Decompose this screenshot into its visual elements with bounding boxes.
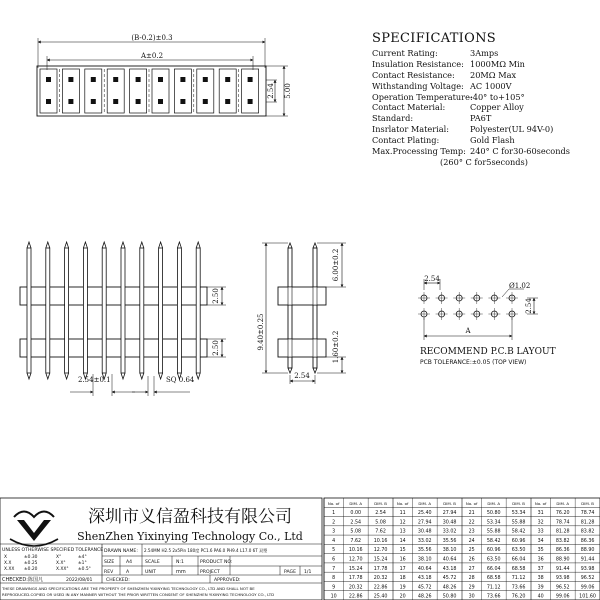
table-cell: 0.00 bbox=[350, 511, 362, 517]
table-cell: 14 bbox=[399, 538, 406, 544]
pin-square bbox=[158, 77, 163, 82]
row-pitch-label: 2.54 bbox=[267, 83, 275, 99]
table-cell: 18 bbox=[399, 576, 406, 582]
table-cell: 81.28 bbox=[580, 520, 595, 526]
table-cell: 81.28 bbox=[555, 529, 570, 535]
front-pin bbox=[159, 248, 163, 373]
page-label: PAGE bbox=[284, 570, 296, 575]
company-logo bbox=[10, 512, 58, 547]
table-cell: 20 bbox=[399, 594, 406, 600]
table-cell: 88.90 bbox=[555, 557, 570, 563]
table-cell: 24 bbox=[468, 538, 475, 544]
spec-key: Operation Temperature: bbox=[372, 91, 473, 102]
table-cell: 10.16 bbox=[348, 548, 363, 554]
spec-row bbox=[372, 92, 594, 103]
product-no-label: PRODUCT NO: bbox=[200, 560, 233, 565]
pin-tip bbox=[83, 242, 87, 248]
pcb-row-pitch-label: 2.54 bbox=[525, 298, 533, 314]
table-cell: 9 bbox=[332, 585, 336, 591]
spec-value: 1000MΩ Min bbox=[470, 58, 525, 69]
tolerance-title: UNLESS OTHERWISE SPECIFIED TOLERANCE bbox=[2, 548, 104, 553]
pin-cell bbox=[107, 69, 124, 113]
spec-value: AC 1000V bbox=[470, 80, 512, 91]
pin-square bbox=[46, 77, 51, 82]
table-cell: 5.08 bbox=[375, 520, 386, 526]
disclaimer-line1: THESE DRAWINGS AND SPECIFICATIONS ARE THE PROPERTY OF SHENZHEN YIXINYING TECHNOLOGY CO., LTD AND SHALL NOT BE bbox=[2, 586, 255, 591]
front-pin bbox=[121, 248, 125, 373]
housing-outline bbox=[37, 66, 266, 116]
pin-tip bbox=[65, 373, 69, 379]
table-cell: 27.94 bbox=[417, 520, 432, 526]
pin-tip bbox=[65, 242, 69, 248]
spec-key: Insrlator Material: bbox=[372, 124, 450, 135]
pcb-tolerance-note: PCB TOLERANCE:±0.05 (TOP VIEW) bbox=[420, 359, 527, 366]
table-cell: 20.32 bbox=[348, 585, 363, 591]
hole-diameter-label: Ø1.02 bbox=[509, 282, 531, 290]
table-cell: 7.62 bbox=[350, 538, 362, 544]
approved-label: APPROVED: bbox=[214, 578, 241, 583]
checked-name: 陈国凡 bbox=[28, 577, 44, 583]
table-header-cell: DIM. B bbox=[581, 500, 594, 506]
sq-label: SQ 0.64 bbox=[166, 376, 195, 384]
spec-extra: (260° C for5seconds) bbox=[440, 156, 528, 167]
company-name-cn: 深圳市义信盈科技有限公司 bbox=[88, 507, 292, 527]
spec-key: Insulation Resistance: bbox=[372, 58, 464, 69]
table-cell: 12.70 bbox=[373, 548, 388, 554]
tolerance-cell: X° bbox=[56, 555, 62, 560]
spec-value: Copper Alloy bbox=[470, 102, 524, 113]
front-pin bbox=[102, 248, 106, 373]
unit-label: UNIT bbox=[145, 570, 156, 575]
table-cell: 22 bbox=[468, 520, 475, 526]
table-cell: 58.42 bbox=[511, 529, 526, 535]
table-cell: 2.54 bbox=[350, 520, 362, 526]
specifications-title: SPECIFICATIONS bbox=[372, 31, 496, 46]
spec-value: Gold Flash bbox=[470, 135, 515, 146]
table-header-cell: No. of bbox=[465, 500, 478, 506]
table-cell: 38 bbox=[537, 576, 544, 582]
table-cell: 40.64 bbox=[417, 566, 432, 572]
table-cell: 73.66 bbox=[486, 594, 501, 600]
table-cell: 30.48 bbox=[417, 529, 432, 535]
pin-tip bbox=[140, 242, 144, 248]
table-header-cell: DIM. B bbox=[374, 500, 387, 506]
table-header-cell: No. of bbox=[396, 500, 409, 506]
top-view bbox=[37, 34, 292, 116]
tolerance-cell: ±1° bbox=[78, 561, 87, 566]
rev-label: REV bbox=[104, 570, 114, 575]
table-cell: 35 bbox=[537, 548, 544, 554]
table-cell: 83.82 bbox=[580, 529, 595, 535]
table-cell: 71.12 bbox=[486, 585, 501, 591]
table-cell: 12.70 bbox=[348, 557, 363, 563]
dim-a-label: A±0.2 bbox=[140, 52, 164, 60]
front-pin bbox=[65, 248, 69, 373]
unit-value: mm bbox=[176, 569, 186, 575]
tolerance-cell: ±0.20 bbox=[24, 567, 38, 572]
front-pitch-label: 2.54±0.1 bbox=[78, 376, 111, 384]
table-cell: 11 bbox=[399, 511, 406, 517]
pcb-pitch-label: 2.54 bbox=[424, 275, 440, 283]
pin-square bbox=[180, 99, 185, 104]
tolerance-cell: ±0.30 bbox=[24, 555, 38, 560]
table-cell: 2 bbox=[332, 520, 336, 526]
pin-tip bbox=[159, 242, 163, 248]
table-cell: 15.24 bbox=[348, 566, 363, 572]
table-cell: 5 bbox=[332, 548, 336, 554]
table-cell: 5.08 bbox=[350, 529, 362, 535]
table-cell: 16 bbox=[399, 557, 406, 563]
table-cell: 53.34 bbox=[486, 520, 501, 526]
tolerance-cell: X.XX° bbox=[56, 567, 69, 572]
table-cell: 43.18 bbox=[442, 566, 457, 572]
tolerance-cell: X.X bbox=[4, 561, 12, 566]
table-cell: 35.56 bbox=[442, 538, 457, 544]
table-cell: 8 bbox=[332, 576, 336, 582]
front-pin bbox=[46, 248, 50, 373]
pin-square bbox=[248, 77, 253, 82]
pin-cell bbox=[85, 69, 102, 113]
pin-tip bbox=[121, 373, 125, 379]
pin-square bbox=[68, 99, 73, 104]
pin-square bbox=[68, 77, 73, 82]
table-cell: 2.54 bbox=[375, 511, 386, 517]
pin-cell bbox=[219, 69, 236, 113]
front-pin bbox=[177, 248, 181, 373]
table-cell: 21 bbox=[468, 511, 475, 517]
spec-row bbox=[372, 70, 594, 81]
company-name-en: ShenZhen Yixinying Technology Co., Ltd bbox=[77, 530, 303, 543]
title-block bbox=[0, 498, 322, 600]
tolerance-cell: ±0.25 bbox=[24, 561, 38, 566]
pin-tip bbox=[27, 242, 31, 248]
pin-tip bbox=[177, 242, 181, 248]
pin-cells bbox=[40, 69, 259, 113]
scale-value: N:1 bbox=[176, 560, 184, 565]
table-cell: 13 bbox=[399, 529, 406, 535]
spec-key: Max.Processing Temp: bbox=[372, 146, 466, 157]
spec-value: 240° C for30-60seconds bbox=[470, 146, 570, 157]
table-cell: 22.86 bbox=[373, 585, 388, 591]
table-cell: 48.26 bbox=[417, 594, 432, 600]
table-cell: 91.44 bbox=[580, 557, 595, 563]
table-cell: 76.20 bbox=[555, 511, 570, 517]
table-cell: 66.04 bbox=[486, 566, 501, 572]
tolerance-cell: X bbox=[4, 555, 8, 560]
table-cell: 3 bbox=[332, 529, 336, 535]
table-cell: 43.18 bbox=[417, 576, 432, 582]
pin-tip bbox=[159, 373, 163, 379]
table-cell: 50.80 bbox=[442, 594, 457, 600]
pin-cell bbox=[130, 69, 147, 113]
table-header-cell: DIM. A bbox=[487, 500, 501, 506]
table-cell: 17.78 bbox=[373, 566, 388, 572]
spec-value: -40° to+105° bbox=[470, 91, 525, 102]
table-cell: 45.72 bbox=[442, 576, 457, 582]
pin-cell bbox=[152, 69, 169, 113]
table-cell: 17.78 bbox=[348, 576, 363, 582]
table-cell: 63.50 bbox=[511, 548, 526, 554]
checked2-label: CHECKED: bbox=[106, 578, 130, 583]
table-cell: 25 bbox=[468, 548, 475, 554]
pin-square bbox=[46, 99, 51, 104]
tolerance-cell: X.XX bbox=[4, 567, 15, 572]
table-cell: 25.40 bbox=[373, 594, 388, 600]
table-cell: 12 bbox=[399, 520, 406, 526]
spec-row bbox=[372, 146, 594, 157]
pin-cell bbox=[62, 69, 79, 113]
table-cell: 73.66 bbox=[511, 585, 526, 591]
table-cell: 38.10 bbox=[417, 557, 432, 563]
table-cell: 20.32 bbox=[373, 576, 388, 582]
table-cell: 7 bbox=[332, 566, 336, 572]
drawn-name-value: 2.54MM H2.5 2x5Pin 180度 PC1.6 PA6.0 PH9.4 L17.0 6T 双塑 bbox=[144, 548, 268, 553]
table-cell: 25.40 bbox=[417, 511, 432, 517]
project-label: PROJECT bbox=[200, 570, 220, 575]
table-cell: 78.74 bbox=[555, 520, 570, 526]
pin-square bbox=[225, 99, 230, 104]
pcb-layout bbox=[418, 275, 538, 340]
table-cell: 53.34 bbox=[511, 511, 526, 517]
table-cell: 71.12 bbox=[511, 576, 526, 582]
checked-label: CHECKED: bbox=[2, 577, 28, 583]
table-cell: 15.24 bbox=[373, 557, 388, 563]
pin-tip bbox=[102, 242, 106, 248]
front-view bbox=[20, 242, 226, 396]
pin-square bbox=[225, 77, 230, 82]
rev-value: A bbox=[126, 570, 130, 575]
spec-value: 3Amps bbox=[470, 47, 499, 58]
spec-row bbox=[372, 102, 594, 113]
table-cell: 40.64 bbox=[442, 557, 457, 563]
spec-value: 20MΩ Max bbox=[470, 69, 517, 80]
table-cell: 35.56 bbox=[417, 548, 432, 554]
tolerance-cell: X.X° bbox=[56, 561, 66, 566]
table-cell: 29 bbox=[468, 585, 475, 591]
table-cell: 91.44 bbox=[555, 566, 570, 572]
size-value: A4 bbox=[126, 560, 133, 565]
spec-key: Contact Material: bbox=[372, 102, 446, 113]
table-cell: 60.96 bbox=[486, 548, 501, 554]
pin-tip bbox=[121, 242, 125, 248]
pin-square bbox=[113, 77, 118, 82]
table-cell: 40 bbox=[537, 594, 544, 600]
table-cell: 55.88 bbox=[486, 529, 501, 535]
table-cell: 48.26 bbox=[442, 585, 457, 591]
spec-row bbox=[372, 113, 594, 124]
table-cell: 33.02 bbox=[417, 538, 432, 544]
spec-row bbox=[372, 59, 594, 70]
table-cell: 15 bbox=[399, 548, 406, 554]
pin-square bbox=[91, 99, 96, 104]
side-lower-housing bbox=[278, 339, 326, 357]
side-upper-housing bbox=[278, 287, 326, 305]
table-cell: 66.04 bbox=[511, 557, 526, 563]
dim-b-label: (B-0.2)±0.3 bbox=[131, 34, 173, 42]
table-cell: 93.98 bbox=[555, 576, 570, 582]
table-cell: 30.48 bbox=[442, 520, 457, 526]
pin-tip bbox=[140, 373, 144, 379]
table-cell: 31 bbox=[537, 511, 544, 517]
height-label: 5.00 bbox=[284, 83, 292, 99]
table-cell: 88.90 bbox=[580, 548, 595, 554]
table-header-cell: DIM. A bbox=[556, 500, 570, 506]
tolerance-cell: ±0.5° bbox=[78, 567, 91, 572]
table-cell: 4 bbox=[332, 538, 336, 544]
table-header-cell: DIM. A bbox=[349, 500, 363, 506]
side-width-label: 2.54 bbox=[294, 372, 310, 380]
table-header-cell: DIM. B bbox=[443, 500, 456, 506]
pcb-layout-title: RECOMMEND P.C.B LAYOUT bbox=[420, 347, 556, 357]
table-cell: 96.52 bbox=[555, 585, 570, 591]
front-pins bbox=[27, 242, 200, 379]
top-length-label: 6.00±0.2 bbox=[332, 248, 340, 282]
table-cell: 33 bbox=[537, 529, 544, 535]
front-pin bbox=[83, 248, 87, 373]
table-cell: 68.58 bbox=[511, 566, 526, 572]
table-cell: 39 bbox=[537, 585, 544, 591]
disclaimer-line2: REPRODUCED.COPIED OR USED IN ANY MANNER WITHOUT THE PRIOR WRITTEN CONSENT OF SHENZHEN YIXINYING TECHNOLOGY CO., LTD bbox=[2, 592, 275, 597]
spec-row bbox=[372, 48, 594, 59]
table-cell: 32 bbox=[537, 520, 544, 526]
pin-cell bbox=[40, 69, 57, 113]
bottom-length-label: 1.60±0.2 bbox=[332, 330, 340, 364]
table-cell: 99.06 bbox=[555, 594, 570, 600]
pin-square bbox=[203, 77, 208, 82]
table-cell: 10 bbox=[330, 594, 337, 600]
front-pin bbox=[196, 248, 200, 373]
spec-value: Polyester(UL 94V-0) bbox=[470, 124, 554, 135]
table-cell: 60.96 bbox=[511, 538, 526, 544]
spec-row bbox=[372, 124, 594, 135]
spec-key: Standard: bbox=[372, 113, 414, 124]
table-cell: 78.74 bbox=[580, 511, 595, 517]
table-header-cell: DIM. A bbox=[418, 500, 432, 506]
table-cell: 63.50 bbox=[486, 557, 501, 563]
table-cell: 76.20 bbox=[511, 594, 526, 600]
table-cell: 86.36 bbox=[580, 538, 595, 544]
table-cell: 33.02 bbox=[442, 529, 457, 535]
table-cell: 55.88 bbox=[511, 520, 526, 526]
pin-tip bbox=[46, 373, 50, 379]
table-cell: 34 bbox=[537, 538, 544, 544]
pcb-a-label: A bbox=[465, 327, 471, 335]
table-cell: 37 bbox=[537, 566, 544, 572]
table-cell: 99.06 bbox=[580, 585, 595, 591]
table-cell: 17 bbox=[399, 566, 406, 572]
table-cell: 19 bbox=[399, 585, 406, 591]
table-cell: 36 bbox=[537, 557, 544, 563]
table-cell: 28 bbox=[468, 576, 475, 582]
table-cell: 27 bbox=[468, 566, 475, 572]
table-cell: 68.58 bbox=[486, 576, 501, 582]
date-value: 2022/08/01 bbox=[66, 578, 93, 583]
pin-square bbox=[113, 99, 118, 104]
scale-label: SCALE bbox=[145, 560, 160, 565]
table-cell: 58.42 bbox=[486, 538, 501, 544]
table-header-cell: No. of bbox=[534, 500, 547, 506]
table-cell: 96.52 bbox=[580, 576, 595, 582]
front-pin bbox=[27, 248, 31, 373]
table-cell: 26 bbox=[468, 557, 475, 563]
pin-square bbox=[91, 77, 96, 82]
table-cell: 38.10 bbox=[442, 548, 457, 554]
drawn-name-label: DRAWN NAME: bbox=[104, 549, 138, 554]
pin-square bbox=[158, 99, 163, 104]
table-cell: 50.80 bbox=[486, 511, 501, 517]
pin-tip bbox=[196, 242, 200, 248]
table-header-cell: DIM. B bbox=[512, 500, 525, 506]
pin-cell bbox=[174, 69, 191, 113]
table-cell: 45.72 bbox=[417, 585, 432, 591]
spec-value: PA6T bbox=[470, 113, 492, 124]
table-cell: 23 bbox=[468, 529, 475, 535]
total-length-label: 9.40±0.25 bbox=[257, 313, 265, 351]
pin-square bbox=[136, 77, 141, 82]
spec-row bbox=[372, 135, 594, 146]
pin-cell bbox=[197, 69, 214, 113]
spec-key: Contact Resistance: bbox=[372, 69, 455, 80]
pin-square bbox=[136, 99, 141, 104]
top-housing-dim: 2.50 bbox=[212, 288, 220, 304]
table-cell: 7.62 bbox=[375, 529, 386, 535]
pin-square bbox=[203, 99, 208, 104]
side-view bbox=[257, 243, 346, 384]
table-cell: 1 bbox=[332, 511, 336, 517]
pin-tip bbox=[27, 373, 31, 379]
spec-key: Withstanding Voltage: bbox=[372, 80, 464, 91]
pin-tip bbox=[196, 373, 200, 379]
pin-square bbox=[180, 77, 185, 82]
table-cell: 30 bbox=[468, 594, 475, 600]
tolerance-cell: ±4° bbox=[78, 555, 87, 560]
table-header-cell: No. of bbox=[327, 500, 340, 506]
table-cell: 93.98 bbox=[580, 566, 595, 572]
table-cell: 83.82 bbox=[555, 538, 570, 544]
spec-key: Current Rating: bbox=[372, 47, 438, 58]
bottom-housing-dim: 2.50 bbox=[212, 340, 220, 356]
pin-square bbox=[248, 99, 253, 104]
pin-cell bbox=[242, 69, 259, 113]
tolerance-rows bbox=[4, 554, 91, 572]
page-value: 1/1 bbox=[304, 570, 312, 575]
table-cell: 86.36 bbox=[555, 548, 570, 554]
size-label: SIZE bbox=[104, 560, 115, 565]
dimension-table bbox=[324, 498, 600, 600]
table-cell: 6 bbox=[332, 557, 336, 563]
table-cell: 101.60 bbox=[579, 594, 596, 600]
spec-row bbox=[372, 81, 594, 92]
front-pin bbox=[140, 248, 144, 373]
table-cell: 27.94 bbox=[442, 511, 457, 517]
table-cell: 22.86 bbox=[348, 594, 363, 600]
table-cell: 10.16 bbox=[373, 538, 388, 544]
pin-tip bbox=[46, 242, 50, 248]
spec-key: Contact Plating: bbox=[372, 135, 440, 146]
specifications-panel bbox=[372, 31, 594, 168]
